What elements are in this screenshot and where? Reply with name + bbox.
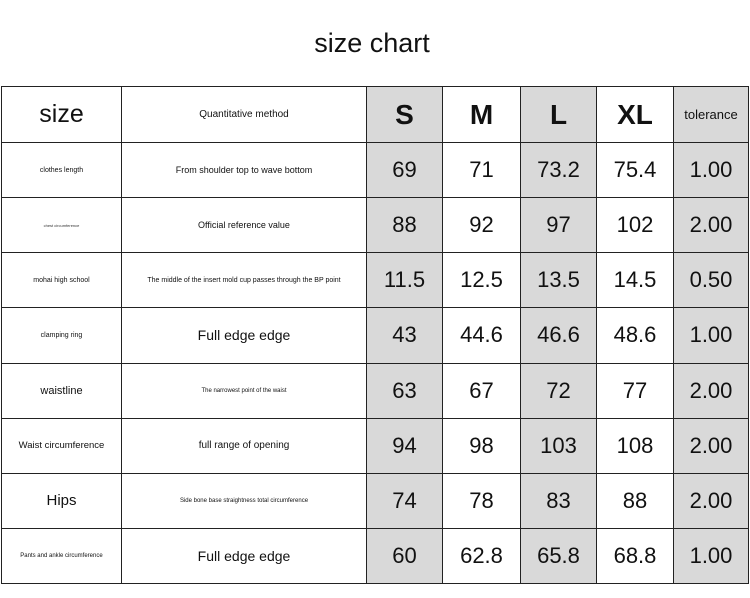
- header-row: [2, 87, 749, 143]
- header-method: Quantitative method: [122, 87, 367, 143]
- measure-name: Hips: [2, 473, 122, 528]
- value-s: 60: [367, 528, 443, 583]
- value-m: 62.8: [443, 528, 521, 583]
- value-tolerance: 2.00: [674, 473, 749, 528]
- table-row: [2, 253, 749, 308]
- value-m: 92: [443, 198, 521, 253]
- measure-method: Full edge edge: [122, 528, 367, 583]
- value-xl: 68.8: [597, 528, 674, 583]
- measure-name: mohai high school: [2, 253, 122, 308]
- value-xl: 77: [597, 363, 674, 418]
- value-xl: 48.6: [597, 308, 674, 363]
- size-chart-table: [1, 86, 749, 584]
- measure-method: From shoulder top to wave bottom: [122, 143, 367, 198]
- value-s: 88: [367, 198, 443, 253]
- measure-method: Full edge edge: [122, 308, 367, 363]
- value-xl: 14.5: [597, 253, 674, 308]
- header-l: L: [521, 87, 597, 143]
- value-m: 98: [443, 418, 521, 473]
- measure-method: Side bone base straightness total circumference: [122, 473, 367, 528]
- value-s: 94: [367, 418, 443, 473]
- header-size: size: [2, 87, 122, 143]
- value-tolerance: 1.00: [674, 308, 749, 363]
- value-xl: 108: [597, 418, 674, 473]
- measure-method: Official reference value: [122, 198, 367, 253]
- table-row: [2, 363, 749, 418]
- chart-title: size chart: [314, 28, 430, 58]
- measure-method: The narrowest point of the waist: [122, 363, 367, 418]
- value-s: 69: [367, 143, 443, 198]
- measure-name: Waist circumference: [2, 418, 122, 473]
- value-s: 63: [367, 363, 443, 418]
- value-l: 73.2: [521, 143, 597, 198]
- measure-method: The middle of the insert mold cup passes through the BP point: [122, 253, 367, 308]
- value-s: 74: [367, 473, 443, 528]
- value-l: 72: [521, 363, 597, 418]
- value-m: 78: [443, 473, 521, 528]
- value-tolerance: 0.50: [674, 253, 749, 308]
- value-s: 43: [367, 308, 443, 363]
- value-m: 12.5: [443, 253, 521, 308]
- value-xl: 102: [597, 198, 674, 253]
- table-row: [2, 198, 749, 253]
- value-xl: 75.4: [597, 143, 674, 198]
- table-row: [2, 473, 749, 528]
- value-tolerance: 2.00: [674, 363, 749, 418]
- value-l: 46.6: [521, 308, 597, 363]
- measure-name: clothes length: [2, 143, 122, 198]
- header-m: M: [443, 87, 521, 143]
- value-tolerance: 2.00: [674, 418, 749, 473]
- header-s: S: [367, 87, 443, 143]
- value-tolerance: 2.00: [674, 198, 749, 253]
- value-l: 97: [521, 198, 597, 253]
- value-tolerance: 1.00: [674, 528, 749, 583]
- value-l: 83: [521, 473, 597, 528]
- table-row: [2, 308, 749, 363]
- value-m: 67: [443, 363, 521, 418]
- value-l: 65.8: [521, 528, 597, 583]
- measure-name: chest circumference: [2, 198, 122, 253]
- measure-name: Pants and ankle circumference: [2, 528, 122, 583]
- value-m: 71: [443, 143, 521, 198]
- table-row: [2, 528, 749, 583]
- table-row: [2, 418, 749, 473]
- value-s: 11.5: [367, 253, 443, 308]
- value-l: 13.5: [521, 253, 597, 308]
- value-tolerance: 1.00: [674, 143, 749, 198]
- header-xl: XL: [597, 87, 674, 143]
- measure-method: full range of opening: [122, 418, 367, 473]
- measure-name: clamping ring: [2, 308, 122, 363]
- value-xl: 88: [597, 473, 674, 528]
- value-m: 44.6: [443, 308, 521, 363]
- header-tolerance: tolerance: [674, 87, 749, 143]
- measure-name: waistline: [2, 363, 122, 418]
- table-row: [2, 143, 749, 198]
- value-l: 103: [521, 418, 597, 473]
